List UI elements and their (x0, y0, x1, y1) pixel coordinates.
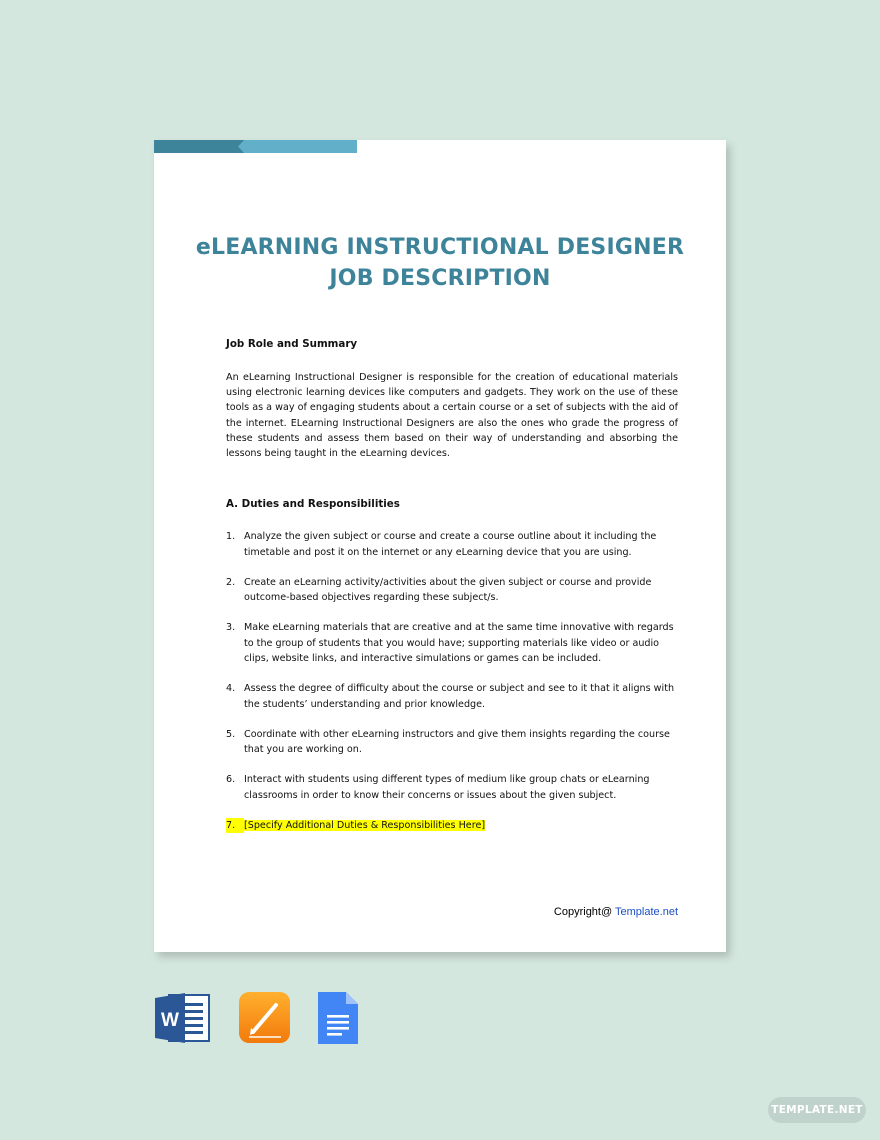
duties-list (226, 529, 678, 833)
app-icons (155, 992, 375, 1046)
duty-number: 6. (226, 774, 236, 786)
duty-text: Make eLearning materials that are creative and at the same time innovative with regards to the group of students that you would have; supporting materials like video or audio clips, website links, and interactive simulations or games can be included. (244, 622, 674, 664)
duty-item (226, 575, 678, 606)
copyright-line (554, 906, 678, 918)
template-net-badge[interactable]: TEMPLATE.NET (768, 1097, 866, 1123)
duty-item (226, 772, 678, 803)
duties-heading: A. Duties and Responsibilities (226, 498, 400, 511)
word-icon[interactable] (155, 992, 211, 1044)
duty-item (226, 529, 678, 560)
copyright-link[interactable]: Template.net (615, 906, 678, 918)
duty-item (226, 681, 678, 712)
duty-text: Assess the degree of difficulty about the course or subject and see to it that it aligns with the students’ understanding and prior knowledge. (244, 683, 675, 710)
duty-number: 3. (226, 622, 236, 634)
duty-text: Interact with students using different types of medium like group chats or eLearning classrooms in order to know their concerns or issues about the given subject. (244, 774, 650, 801)
svg-text:W: W (161, 1010, 179, 1031)
duty-text: Coordinate with other eLearning instructors and give them insights regarding the course that you are working on. (244, 728, 670, 756)
title-line-1: eLEARNING INSTRUCTIONAL DESIGNER (195, 235, 685, 260)
copyright-prefix: Copyright@ (553, 906, 613, 918)
duty-number: 7. (226, 818, 244, 833)
duty-text: Create an eLearning activity/activities about the given subject or course and provide outcome-based objectives regarding these subject/s. (244, 576, 652, 604)
duty-number: 5. (226, 728, 236, 740)
duty-item (226, 727, 678, 758)
accent-bar (154, 140, 357, 153)
document-title (154, 232, 726, 294)
duty-text: Analyze the given subject or course and create a course outline about it including the timetable and post it on the internet or any eLearning device that you are using. (244, 531, 657, 558)
duty-number: 4. (226, 683, 236, 695)
duty-number: 1. (226, 531, 236, 543)
document-page (154, 140, 726, 952)
title-line-2: JOB DESCRIPTION (329, 266, 551, 291)
duty-placeholder-text: [Specify Additional Duties & Responsibilities Here] (244, 820, 486, 832)
duty-item-placeholder (226, 818, 678, 833)
summary-paragraph: An eLearning Instructional Designer is responsible for the creation of educational materials using electronic learning devices like computers and gadgets. They work on the use of these tools as a way of engaging students about a certain course or a set of subjects with the aid of the internet. ELearning Instructional Designers are also the ones who grade the progress of these students and assess them based on their way of understanding and absorbing the lessons being taught in the eLearning devices. (226, 372, 678, 460)
document-body (226, 337, 678, 848)
summary-heading: Job Role and Summary (226, 338, 358, 350)
duty-item (226, 620, 678, 666)
google-docs-icon[interactable] (318, 992, 358, 1044)
pages-icon[interactable] (239, 992, 291, 1044)
duty-number: 2. (226, 576, 236, 588)
